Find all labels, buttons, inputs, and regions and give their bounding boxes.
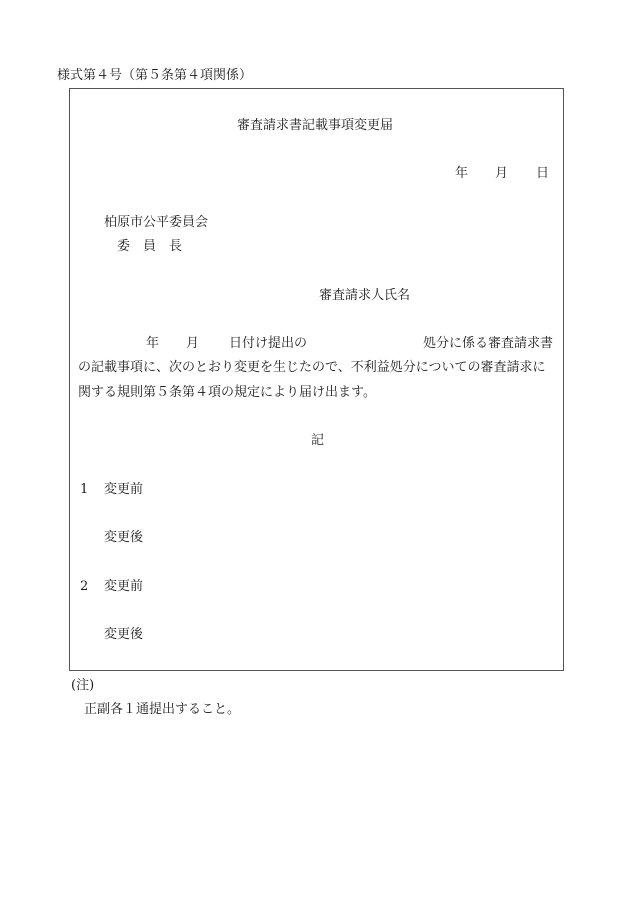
item-1-number: 1 (80, 482, 89, 497)
note-text: 正副各１通提出すること。 (84, 702, 241, 717)
body-disposition: 処分に係る審査請求書 (423, 336, 554, 351)
ki-heading: 記 (311, 433, 325, 448)
form-frame (69, 88, 564, 671)
item-2-number: 2 (80, 579, 89, 594)
body-line-3: 関する規則第５条第４項の規定により届け出ます。 (78, 385, 376, 400)
date-year: 年 (455, 166, 469, 181)
form-title: 審査請求書記載事項変更届 (237, 118, 394, 133)
note-label: (注) (71, 678, 95, 693)
body-month: 月 (186, 336, 200, 351)
form-number: 様式第４号（第５条第４項関係） (57, 68, 253, 83)
item-1-after: 変更後 (104, 530, 144, 545)
item-2-after: 変更後 (104, 627, 144, 642)
item-2-before: 変更前 (104, 579, 144, 594)
date-month: 月 (495, 166, 509, 181)
body-year: 年 (146, 336, 160, 351)
addressee-org: 柏原市公平委員会 (104, 215, 209, 230)
item-1-before: 変更前 (104, 482, 144, 497)
body-submitted: 日付け提出の (229, 336, 308, 351)
addressee-role: 委 員 長 (117, 239, 183, 254)
requester-name-label: 審査請求人氏名 (319, 288, 411, 303)
body-line-2: の記載事項に、次のとおり変更を生じたので、不利益処分についての審査請求に (78, 360, 546, 375)
date-day: 日 (536, 166, 550, 181)
